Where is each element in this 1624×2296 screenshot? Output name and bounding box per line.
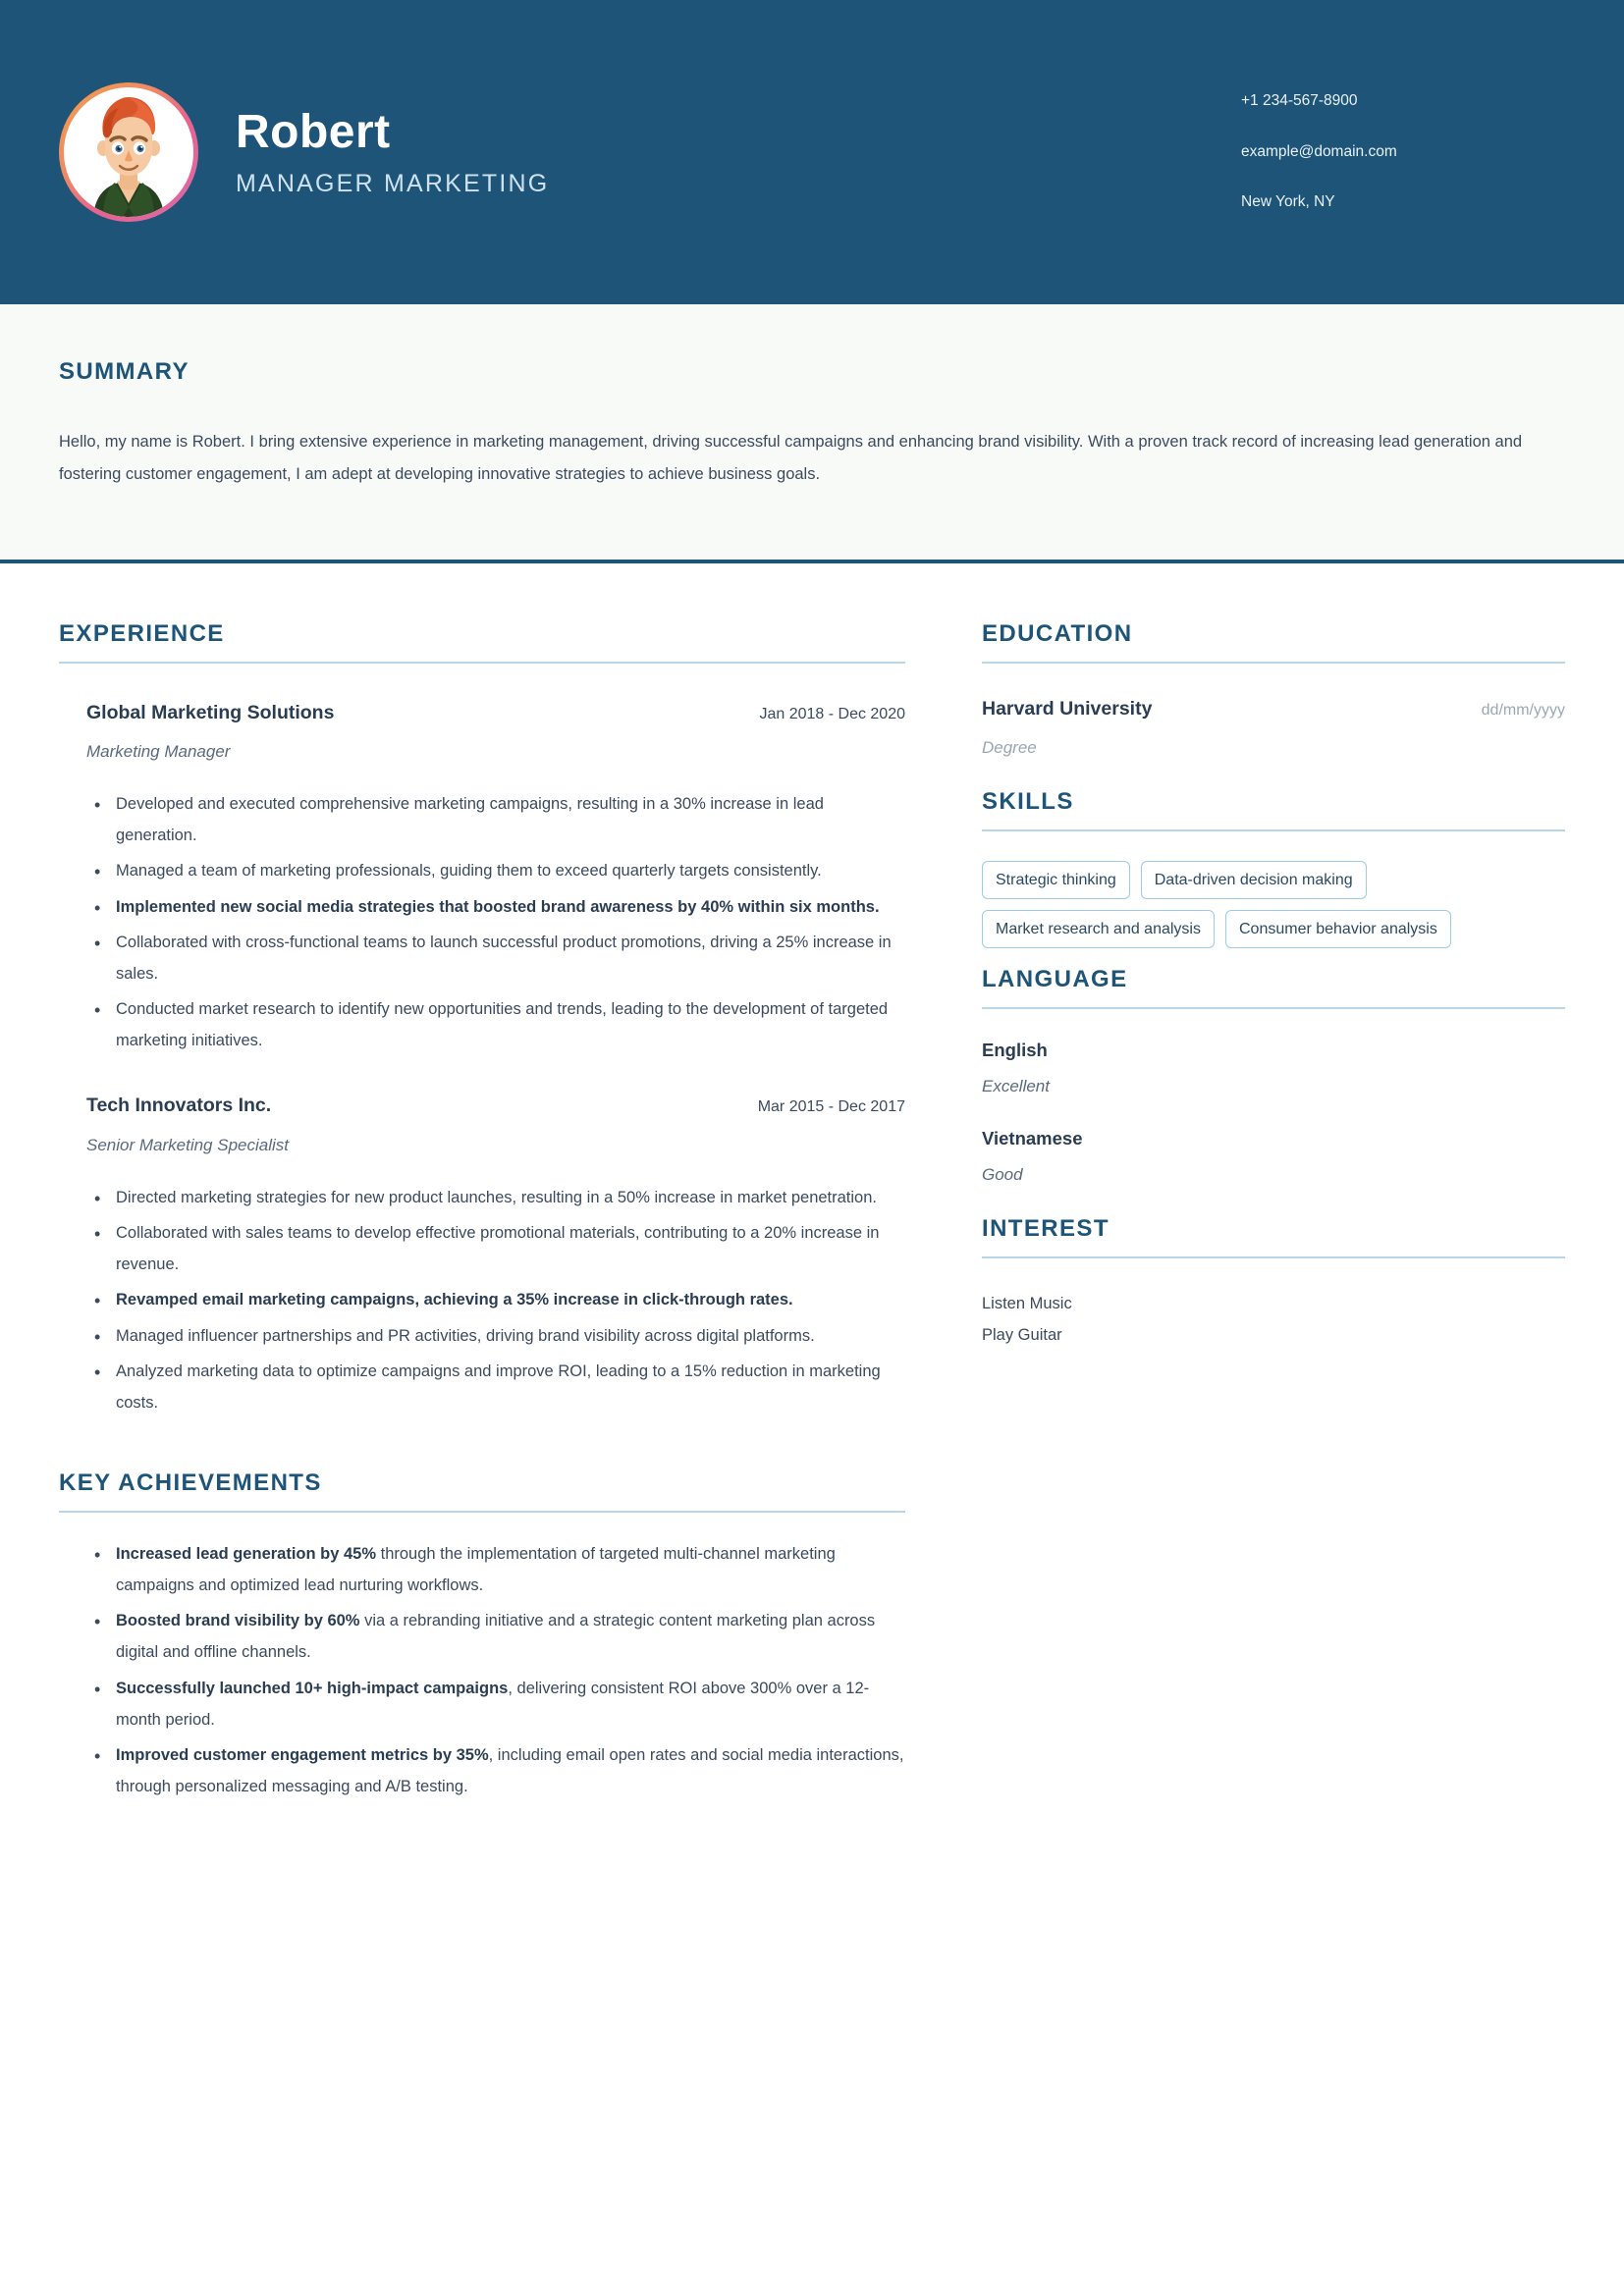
skill-chip: Strategic thinking (982, 861, 1130, 899)
right-column (943, 620, 1565, 1351)
bullet-text: Managed a team of marketing professionals, guiding them to exceed quarterly targets consistently. (116, 862, 822, 881)
experience-entry-list (59, 701, 905, 1418)
contact-block (1182, 92, 1565, 212)
bullet-item (116, 1673, 905, 1735)
interest-rule (982, 1256, 1565, 1258)
language-level: Excellent (982, 1076, 1050, 1095)
body-columns (0, 563, 1624, 1806)
language-level: Good (982, 1165, 1023, 1185)
education-institution: Harvard University (982, 697, 1153, 720)
avatar (59, 82, 198, 222)
bullet-item (116, 1182, 905, 1213)
bullet-text: Analyzed marketing data to optimize campaigns and improve ROI, leading to a 15% reduction in marketing costs. (116, 1362, 881, 1412)
avatar-illustration-icon (64, 87, 193, 217)
achievements-section (59, 1469, 905, 1802)
experience-entry (59, 1094, 905, 1418)
bullet-item (116, 891, 905, 923)
experience-bullet-list (59, 788, 905, 1056)
experience-heading: EXPERIENCE (59, 619, 225, 647)
language-name: Vietnamese (982, 1128, 1083, 1149)
bullet-emphasis: Successfully launched 10+ high-impact campaigns (116, 1679, 509, 1697)
education-entry-header (982, 697, 1565, 721)
skill-chip: Consumer behavior analysis (1225, 910, 1451, 948)
identity-block (236, 106, 1182, 198)
education-rule (982, 662, 1565, 664)
interest-item: Listen Music (982, 1294, 1072, 1312)
contact-location: New York, NY (1241, 193, 1335, 211)
language-section (982, 966, 1565, 1186)
skills-chip-list (982, 861, 1565, 948)
education-entry (982, 697, 1565, 759)
interest-heading: INTEREST (982, 1215, 1110, 1243)
interest-item: Play Guitar (982, 1326, 1062, 1345)
experience-entry-header (59, 1094, 905, 1118)
experience-role: Marketing Manager (86, 741, 231, 761)
bullet-emphasis: Implemented new social media strategies that boosted brand awareness by 40% within six months. (116, 897, 880, 916)
experience-role: Senior Marketing Specialist (86, 1135, 289, 1154)
bullet-item (116, 788, 905, 851)
summary-text: Hello, my name is Robert. I bring extensive experience in marketing management, driving successful campaigns and enhancing brand visibility. With a proven track record of increasing lead generation and fostering customer engagement, I am adept at developing innovative strategies to achieve business goals. (59, 432, 1523, 483)
education-section (982, 620, 1565, 759)
bullet-text: Managed influencer partnerships and PR activities, driving brand visibility across digital platforms. (116, 1326, 815, 1345)
bullet-emphasis: Improved customer engagement metrics by 35% (116, 1745, 489, 1764)
bullet-text: via a rebranding initiative and a strategic content marketing plan across digital and offline channels. (116, 1612, 876, 1662)
experience-date-range: Mar 2015 - Dec 2017 (757, 1098, 905, 1116)
bullet-item (116, 1284, 905, 1315)
skill-chip: Market research and analysis (982, 910, 1215, 948)
summary-heading: SUMMARY (59, 358, 189, 385)
bullet-item (116, 1605, 905, 1668)
language-entry-list (982, 1039, 1565, 1186)
full-name: Robert (236, 106, 391, 159)
experience-entry (59, 701, 905, 1057)
skills-rule (982, 829, 1565, 831)
language-heading: LANGUAGE (982, 966, 1128, 993)
achievements-list (59, 1538, 905, 1802)
experience-organization: Global Marketing Solutions (86, 701, 335, 723)
experience-rule (59, 662, 905, 664)
education-date: dd/mm/yyyy (1481, 701, 1565, 719)
interest-section (982, 1215, 1565, 1351)
language-entry (982, 1039, 1565, 1097)
bullet-text: through the implementation of targeted multi-channel marketing campaigns and optimized lead nurturing workflows. (116, 1544, 836, 1595)
bullet-text: Conducted market research to identify new opportunities and trends, leading to the development of targeted marketing initiatives. (116, 1000, 889, 1050)
skill-chip: Data-driven decision making (1141, 861, 1367, 899)
bullet-text: Collaborated with sales teams to develop effective promotional materials, contributing to a 20% increase in revenue. (116, 1224, 880, 1274)
bullet-item (116, 993, 905, 1056)
language-rule (982, 1007, 1565, 1009)
resume-header (0, 0, 1624, 304)
experience-date-range: Jan 2018 - Dec 2020 (759, 705, 905, 722)
achievements-rule (59, 1511, 905, 1513)
bullet-item (116, 1217, 905, 1280)
bullet-text: Directed marketing strategies for new product launches, resulting in a 50% increase in market penetration. (116, 1188, 877, 1206)
bullet-item (116, 1320, 905, 1352)
bullet-item (116, 1356, 905, 1418)
bullet-emphasis: Increased lead generation by 45% (116, 1544, 377, 1563)
contact-phone: +1 234-567-8900 (1241, 92, 1358, 110)
bullet-emphasis: Boosted brand visibility by 60% (116, 1612, 360, 1630)
achievements-heading: KEY ACHIEVEMENTS (59, 1469, 322, 1497)
bullet-item (116, 927, 905, 989)
bullet-text: Collaborated with cross-functional teams to launch successful product promotions, driving a 25% increase in sales. (116, 933, 892, 983)
interest-item-list (982, 1288, 1565, 1351)
language-name: English (982, 1040, 1048, 1060)
experience-organization: Tech Innovators Inc. (86, 1095, 272, 1117)
language-entry (982, 1127, 1565, 1186)
left-column (59, 620, 943, 1806)
job-title: MANAGER MARKETING (236, 169, 550, 197)
education-heading: EDUCATION (982, 619, 1133, 647)
skills-section (982, 788, 1565, 948)
bullet-text: , delivering consistent ROI above 300% over a 12-month period. (116, 1679, 870, 1729)
bullet-item (116, 1538, 905, 1601)
experience-section (59, 620, 905, 1418)
education-entry-list (982, 697, 1565, 759)
bullet-item (116, 1739, 905, 1802)
bullet-item (116, 855, 905, 886)
experience-entry-header (59, 701, 905, 725)
bullet-text: , including email open rates and social media interactions, through personalized messaging and A/B testing. (116, 1745, 904, 1796)
contact-email: example@domain.com (1241, 142, 1397, 160)
bullet-emphasis: Revamped email marketing campaigns, achieving a 35% increase in click-through rates. (116, 1291, 793, 1309)
skills-heading: SKILLS (982, 788, 1074, 816)
education-degree: Degree (982, 737, 1037, 757)
summary-section (0, 304, 1624, 563)
experience-bullet-list (59, 1182, 905, 1418)
bullet-text: Developed and executed comprehensive marketing campaigns, resulting in a 30% increase in lead generation. (116, 795, 824, 845)
